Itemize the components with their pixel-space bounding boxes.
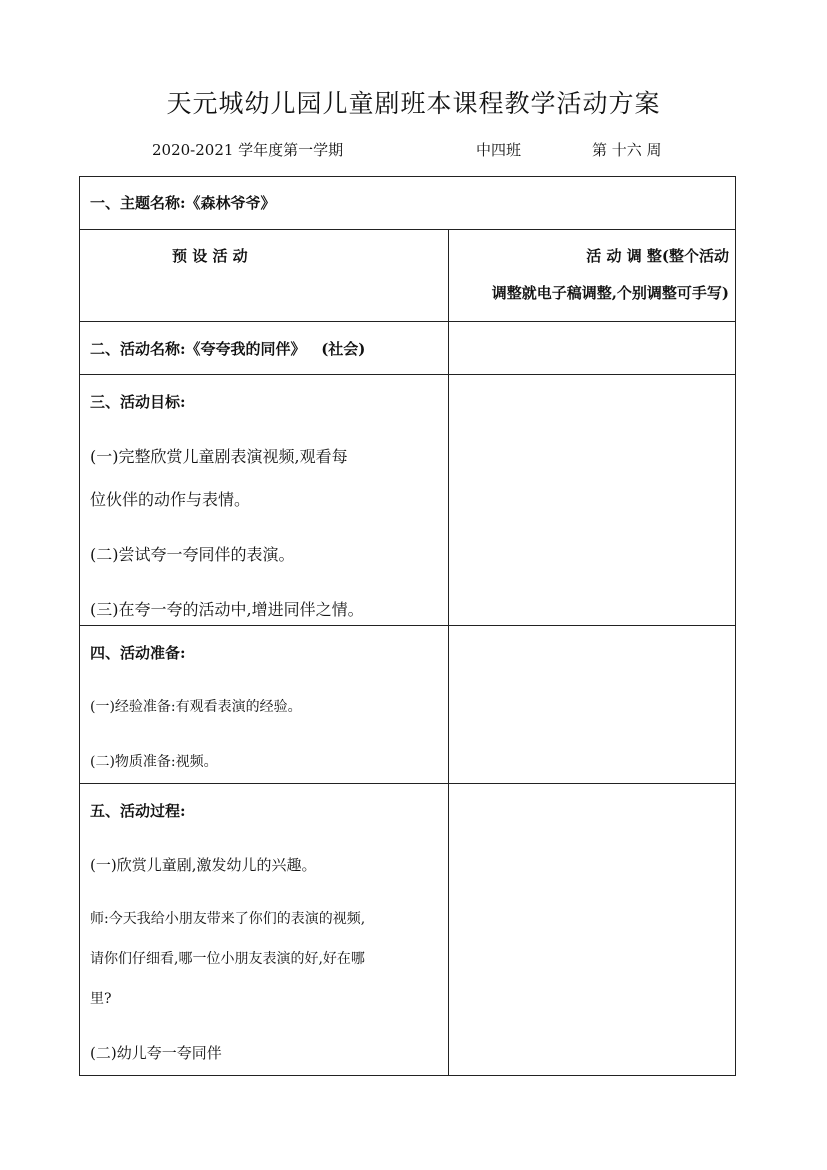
activity-name-adjust-cell <box>449 322 736 375</box>
process-step-2: (二)幼儿夸一夸同伴 <box>90 1044 222 1062</box>
process-heading: 五、活动过程: <box>90 802 186 820</box>
process-adjust-cell <box>449 784 736 1076</box>
teacher-line-2: 请你们仔细看,哪一位小朋友表演的好,好在哪 <box>90 951 365 967</box>
process-cell <box>80 784 449 1076</box>
adjust-heading-line1: 活 动 调 整(整个活动 <box>586 247 730 265</box>
prep-heading: 四、活动准备: <box>90 644 186 662</box>
theme-row <box>80 177 736 230</box>
activity-name-row <box>80 322 736 375</box>
adjust-heading-cell <box>449 230 736 322</box>
goals-row <box>80 375 736 626</box>
heading-row <box>80 230 736 322</box>
prep-item-1: (一)经验准备:有观看表演的经验。 <box>90 699 302 715</box>
preset-heading-cell <box>80 230 449 322</box>
week-label: 第 十六 周 <box>592 141 662 159</box>
theme-text: 一、主题名称:《森林爷爷》 <box>90 194 276 212</box>
prep-row <box>80 626 736 784</box>
class-label: 中四班 <box>476 141 522 159</box>
activity-plan-table <box>79 176 736 1076</box>
process-row <box>80 784 736 1076</box>
prep-item-2: (二)物质准备:视频。 <box>90 754 218 770</box>
goal-3: (三)在夸一夸的活动中,增进同伴之情。 <box>90 600 364 619</box>
theme-cell <box>80 177 736 230</box>
page-title: 天元城幼儿园儿童剧班本课程教学活动方案 <box>166 89 661 118</box>
teacher-line-1: 师:今天我给小朋友带来了你们的表演的视频, <box>90 911 366 927</box>
prep-adjust-cell <box>449 626 736 784</box>
goals-adjust-cell <box>449 375 736 626</box>
goals-cell <box>80 375 449 626</box>
process-step-1: (一)欣赏儿童剧,激发幼儿的兴趣。 <box>90 856 317 874</box>
goal-1-line2: 位伙伴的动作与表情。 <box>90 490 251 509</box>
adjust-heading-line2: 调整就电子稿调整,个别调整可手写) <box>491 284 730 302</box>
preset-heading: 预 设 活 动 <box>172 247 248 265</box>
goals-heading: 三、活动目标: <box>90 393 186 411</box>
teacher-line-3: 里? <box>90 991 112 1007</box>
activity-name-cell <box>80 322 449 375</box>
term-label: 2020-2021 学年度第一学期 <box>152 141 344 159</box>
prep-cell <box>80 626 449 784</box>
goal-1-line1: (一)完整欣赏儿童剧表演视频,观看每 <box>90 447 348 466</box>
goal-2: (二)尝试夸一夸同伴的表演。 <box>90 545 295 564</box>
activity-name: 二、活动名称:《夸夸我的同伴》 (社会) <box>90 340 366 358</box>
